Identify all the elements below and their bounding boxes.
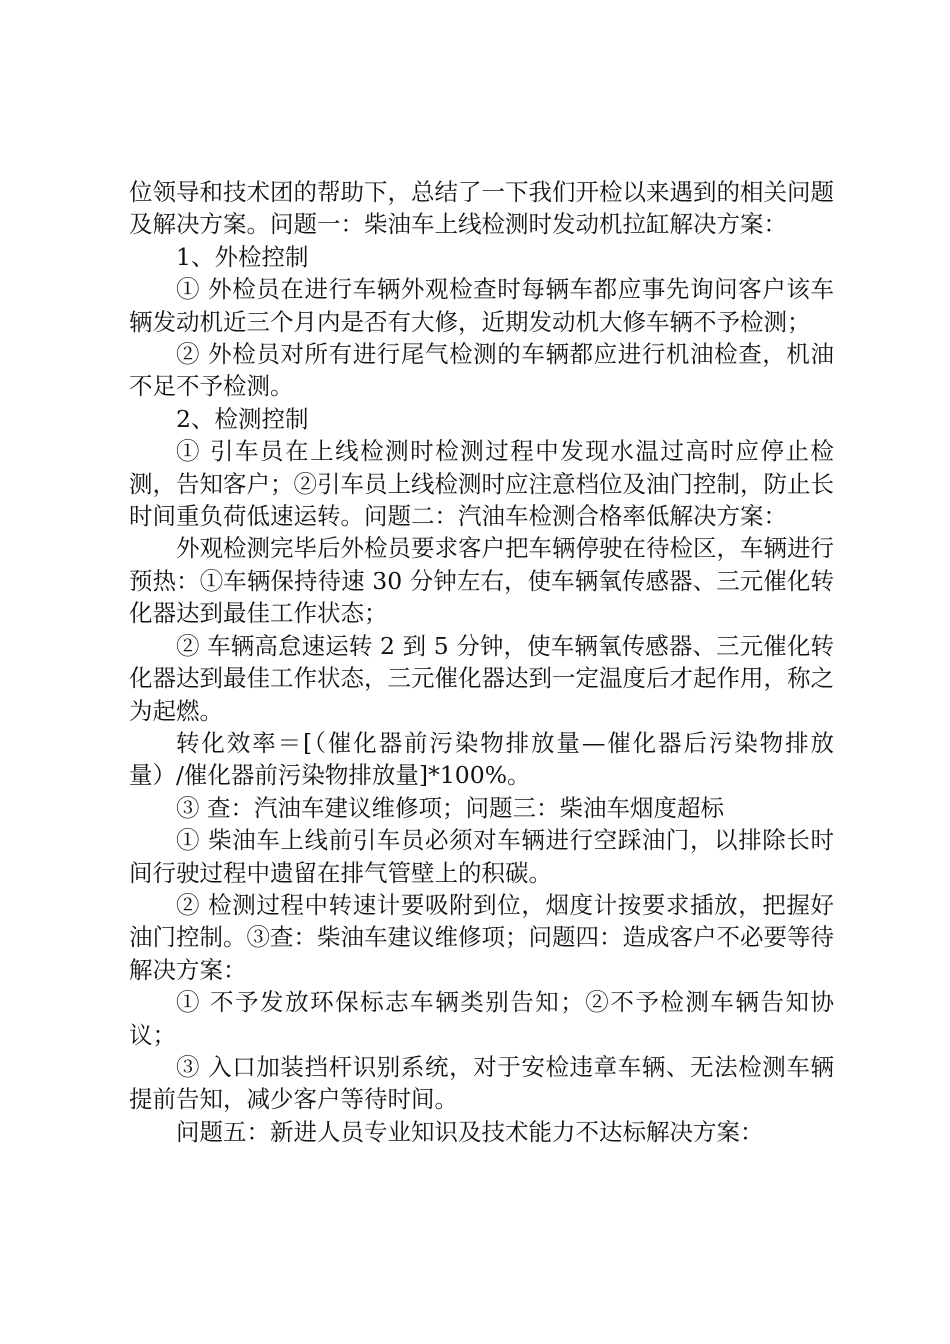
paragraph: ① 引车员在上线检测时检测过程中发现水温过高时应停止检测，告知客户；②引车员上线检测时应注意档位及油门控制，防止长时间重负荷低速运转。问题二：汽油车检测合格率低解决方案： <box>129 437 834 531</box>
paragraph: 1、外检控制 <box>176 242 309 271</box>
paragraph: ③ 入口加装挡杆识别系统，对于安检违章车辆、无法检测车辆提前告知，减少客户等待时间。 <box>129 1052 834 1114</box>
paragraph: ② 检测过程中转速计要吸附到位，烟度计按要求插放，把握好油门控制。③查：柴油车建议维修项；问题四：造成客户不必要等待解决方案： <box>129 890 834 984</box>
paragraph: 2、检测控制 <box>176 404 309 433</box>
paragraph: ① 不予发放环保标志车辆类别告知；②不予检测车辆告知协议； <box>129 988 834 1049</box>
paragraph: 转化效率＝[（催化器前污染物排放量—催化器后污染物排放量）/催化器前污染物排放量]*100%。 <box>129 728 834 790</box>
document-body <box>129 176 834 1148</box>
paragraph: 位领导和技术团的帮助下，总结了一下我们开检以来遇到的相关问题及解决方案。问题一：柴油车上线检测时发动机拉缸解决方案： <box>129 178 834 239</box>
paragraph: ① 柴油车上线前引车员必须对车辆进行空踩油门，以排除长时间行驶过程中遗留在排气管壁上的积碳。 <box>129 826 834 887</box>
paragraph: 问题五：新进人员专业知识及技术能力不达标解决方案： <box>176 1117 764 1146</box>
paragraph: ③ 查：汽油车建议维修项；问题三：柴油车烟度超标 <box>176 793 724 822</box>
paragraph: ② 车辆高怠速运转 2 到 5 分钟，使车辆氧传感器、三元催化转化器达到最佳工作状态，三元催化器达到一定温度后才起作用，称之为起燃。 <box>129 631 834 725</box>
paragraph: ② 外检员对所有进行尾气检测的车辆都应进行机油检查，机油不足不予检测。 <box>129 340 834 401</box>
paragraph: ① 外检员在进行车辆外观检查时每辆车都应事先询问客户该车辆发动机近三个月内是否有大修，近期发动机大修车辆不予检测； <box>129 275 834 336</box>
paragraph: 外观检测完毕后外检员要求客户把车辆停驶在待检区，车辆进行预热：①车辆保持待速 30 分钟左右，使车辆氧传感器、三元催化转化器达到最佳工作状态； <box>129 534 834 628</box>
